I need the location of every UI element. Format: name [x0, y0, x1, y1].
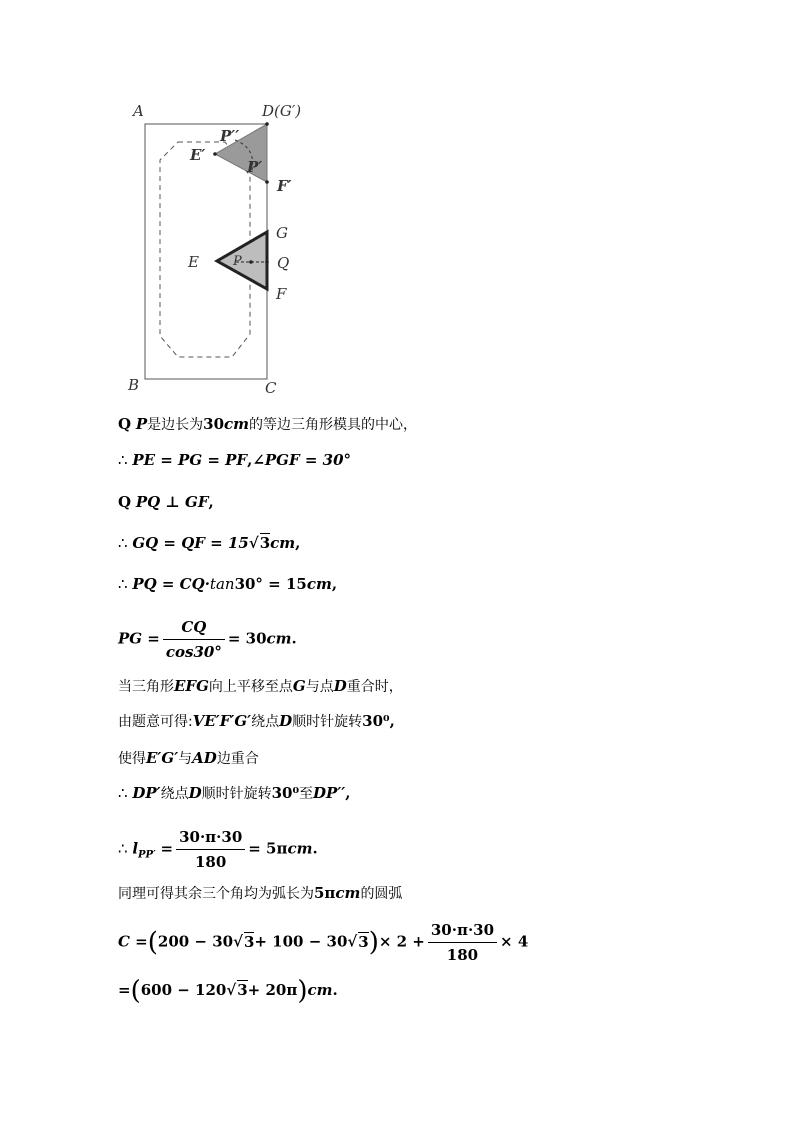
fraction: [163, 616, 225, 663]
solution-line-5: [118, 574, 337, 594]
equation: PQ ⊥ GF: [135, 493, 209, 511]
label-g: G: [276, 224, 288, 242]
label-p2: P′′: [220, 127, 240, 145]
term: 600 − 120: [140, 981, 227, 999]
unit: cm: [270, 534, 296, 552]
text: 向上平移至点: [208, 679, 293, 695]
arc-length-symbol: l: [132, 839, 139, 858]
point-q: [265, 260, 269, 264]
radicand: 3: [259, 534, 271, 552]
text: 顺时针旋转: [292, 714, 363, 730]
var: D: [333, 677, 347, 695]
fraction: [176, 826, 245, 873]
geometry-figure: [118, 95, 318, 400]
var: D: [188, 784, 202, 802]
unit: cm: [306, 575, 332, 593]
solution-line-1: [118, 414, 417, 435]
sqrt-sign: √: [347, 932, 358, 951]
solution-line-2: [118, 450, 351, 470]
numerator: CQ: [163, 616, 225, 640]
tail: ,: [345, 784, 351, 802]
therefore-symbol: ∴: [118, 839, 128, 858]
paren-open: (: [130, 976, 141, 1006]
solution-line-13: [118, 919, 528, 966]
fraction: [428, 919, 497, 966]
equation: PQ = CQ·: [132, 575, 210, 593]
label-d: D(G′): [262, 102, 302, 120]
var: AD: [192, 749, 217, 767]
therefore-symbol: ∴: [118, 534, 128, 552]
text: 是边长为: [147, 417, 204, 433]
tail: ,: [389, 712, 395, 730]
lhs: C =: [118, 932, 148, 951]
text: 使得: [118, 751, 146, 767]
term: × 2 +: [378, 932, 425, 951]
text: 同理可得其余三个角均为弧长为: [118, 886, 314, 902]
text: 当三角形: [118, 679, 174, 695]
arc-subscript: PP′: [138, 849, 156, 861]
text: 边重合: [216, 751, 259, 767]
text: 重合时，: [346, 679, 403, 695]
label-f1: F′: [277, 177, 292, 195]
text: 由题意可得:: [118, 714, 193, 730]
denominator: 180: [446, 946, 479, 964]
function: tan: [209, 575, 235, 593]
solution-line-3: [118, 492, 214, 512]
label-e: E: [188, 253, 199, 271]
equation-rhs: 30° = 15: [234, 575, 307, 593]
angle-equation: ∠PGF = 30°: [252, 451, 352, 469]
rhs: = 30: [227, 629, 267, 648]
triangle-efg: [217, 232, 267, 289]
var: DP′′: [313, 784, 346, 802]
label-c: C: [265, 379, 277, 397]
equation: GQ = QF = 15: [132, 534, 249, 552]
unit: cm: [224, 415, 250, 433]
label-q: Q: [277, 254, 290, 272]
paren-close: ): [297, 976, 308, 1006]
denominator: 180: [195, 853, 227, 871]
point-p: [249, 260, 253, 264]
text: 至: [299, 786, 314, 802]
radicand: 3: [237, 981, 248, 999]
sqrt-sign: √: [233, 932, 243, 951]
tail: .: [312, 839, 318, 858]
tail: ,: [331, 575, 338, 593]
radicand: 3: [243, 932, 255, 951]
therefore-symbol: ∴: [118, 575, 128, 593]
solution-line-10: [118, 783, 350, 804]
unit: cm: [287, 839, 313, 858]
equation: PE = PG = PF: [132, 451, 248, 469]
solution-line-14: [118, 976, 338, 1006]
therefore-symbol: ∴: [118, 451, 128, 469]
therefore-symbol: ∴: [118, 784, 128, 802]
solution-line-12: [118, 883, 402, 904]
sqrt-sign: √: [248, 534, 259, 552]
sqrt-sign: √: [226, 981, 237, 999]
term: + 100 − 30: [254, 932, 348, 951]
numerator: 30·π·30: [428, 919, 497, 943]
var: DP′: [132, 784, 161, 802]
lhs: PG =: [118, 629, 160, 648]
solution-line-6: [118, 616, 297, 663]
var: D: [279, 712, 293, 730]
solution-line-9: [118, 748, 259, 769]
var: G: [292, 677, 306, 695]
text: 的等边三角形模具的中心，: [249, 417, 418, 433]
equals: =: [160, 839, 174, 858]
point-f1: [265, 180, 269, 184]
equals: =: [118, 981, 131, 999]
solution-line-8: [118, 711, 395, 732]
label-a: A: [133, 102, 144, 120]
tail: .: [291, 629, 297, 648]
because-symbol: Q: [118, 493, 132, 511]
point-d: [265, 122, 269, 126]
text: 绕点: [251, 714, 280, 730]
value: 30⁰: [271, 784, 300, 802]
unit: cm: [307, 981, 333, 999]
text: 的圆弧: [360, 886, 403, 902]
tail: ,: [208, 493, 214, 511]
term: 200 − 30: [157, 932, 234, 951]
value: 5π: [314, 884, 336, 902]
separator: ,: [247, 451, 253, 469]
tail: ,: [295, 534, 301, 552]
term: × 4: [500, 932, 529, 951]
solution-line-11: [118, 826, 318, 873]
rhs: = 5π: [248, 839, 288, 858]
label-f: F: [276, 285, 287, 303]
because-symbol: Q: [118, 415, 132, 433]
text: 绕点: [160, 786, 189, 802]
term: + 20π: [247, 981, 298, 999]
var-p: P: [135, 415, 148, 433]
var: EFG: [174, 677, 209, 695]
denominator: cos30°: [165, 643, 222, 661]
text: 顺时针旋转: [201, 786, 272, 802]
solution-line-7: [118, 676, 403, 697]
value: 30⁰: [362, 712, 390, 730]
numerator: 30·π·30: [176, 826, 245, 850]
paren-close: ): [368, 927, 379, 958]
label-b: B: [128, 376, 140, 394]
radicand: 3: [358, 932, 369, 951]
solution-line-4: [118, 533, 300, 553]
text: 与点: [305, 679, 334, 695]
point-e1: [213, 152, 217, 156]
paren-open: (: [147, 927, 158, 958]
label-p: P: [233, 254, 242, 269]
value: 30: [203, 415, 225, 433]
unit: cm: [335, 884, 361, 902]
tail: .: [332, 981, 338, 999]
var: E′G′: [146, 749, 179, 767]
var: VE′F′G′: [192, 712, 252, 730]
text: 与: [178, 751, 193, 767]
label-e1: E′: [190, 146, 206, 164]
label-p1: P′: [247, 158, 263, 176]
unit: cm: [266, 629, 292, 648]
